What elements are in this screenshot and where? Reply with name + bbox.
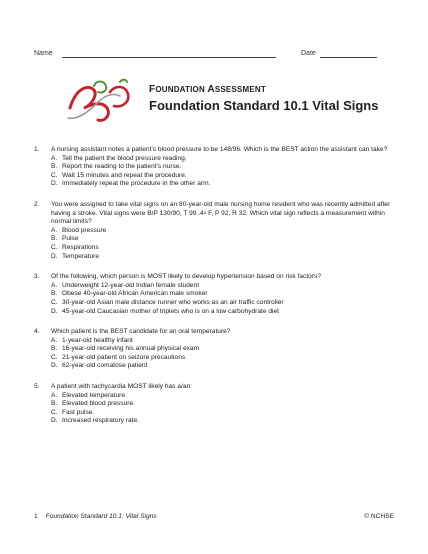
answer-option[interactable]: C. 30-year-old Asian male distance runner who works as an air traffic controller bbox=[51, 298, 284, 306]
name-label: Name bbox=[34, 50, 53, 57]
question-number: 3. bbox=[34, 273, 40, 281]
answer-option[interactable]: A. Tell the patient the blood pressure reading. bbox=[51, 154, 187, 162]
answer-option[interactable]: A. Blood pressure bbox=[51, 226, 107, 234]
question-3 bbox=[34, 273, 394, 316]
footer-title: Foundation Standard 10.1: Vital Signs bbox=[45, 513, 157, 520]
answer-option[interactable]: C. Fast pulse. bbox=[51, 408, 95, 416]
answer-option[interactable]: D. 62-year-old comatose patient bbox=[51, 362, 148, 370]
question-5 bbox=[34, 383, 394, 426]
answer-option[interactable]: D. 45-year-old Caucasian mother of triplets who is on a low carbohydrate diet bbox=[51, 307, 279, 315]
question-text: Which patient is the BEST candidate for an oral temperature? bbox=[51, 328, 231, 336]
question-number: 5. bbox=[34, 383, 40, 391]
answer-option[interactable]: B. Pulse bbox=[51, 235, 79, 243]
date-label: Date bbox=[301, 50, 316, 57]
answer-option[interactable]: D. Immediately repeat the procedure in the other arm. bbox=[51, 180, 211, 188]
copyright: © NCHSE bbox=[364, 513, 394, 520]
answer-option[interactable]: B. Elevated blood pressure. bbox=[51, 400, 135, 408]
question-2 bbox=[34, 201, 394, 261]
question-number: 4. bbox=[34, 328, 40, 336]
answer-option[interactable]: A. Elevated temperature. bbox=[51, 391, 127, 399]
nchse-figure-logo-icon bbox=[64, 78, 134, 126]
question-text: You were assigned to take vital signs on an 80-year-old male nursing home resident who was recently admitted after having a stroke. Vital signs were B/P 130/90, T 99 .4$^o$ F, P 92, R 32. Which vital sign reflects a measurement within normal limits? bbox=[51, 200, 391, 226]
title-block bbox=[149, 84, 378, 113]
answer-option[interactable]: C. 21-year-old patient on seizure precautions bbox=[51, 353, 186, 361]
answer-option[interactable]: D. Increased respiratory rate. bbox=[51, 417, 139, 425]
question-text: A patient with tachycardia MOST likely has a/an: bbox=[51, 383, 192, 391]
answer-option[interactable]: B. Obese 40-year-old African American male smoker bbox=[51, 290, 208, 298]
answer-option[interactable]: A. 1-year-old healthy infant bbox=[51, 336, 133, 344]
question-number: 2. bbox=[34, 200, 40, 208]
answer-option[interactable]: C. Wait 15 minutes and repeat the procedure. bbox=[51, 171, 187, 179]
question-list bbox=[34, 146, 394, 438]
answer-option[interactable]: A. Underweight 12-year-old Indian female student bbox=[51, 281, 200, 289]
page-number: 1 bbox=[34, 513, 38, 520]
answer-option[interactable]: B. 16-year-old receiving his annual physical exam bbox=[51, 345, 200, 353]
answer-option[interactable]: B. Report the reading to the patient’s nurse. bbox=[51, 163, 182, 171]
question-number: 1. bbox=[34, 146, 40, 153]
page-title: Foundation Standard 10.1 Vital Signs bbox=[149, 98, 379, 113]
question-text: A nursing assistant notes a patient’s blood pressure to be 148/96. Which is the BEST action the assistant can take? bbox=[51, 146, 388, 153]
question-4 bbox=[34, 328, 394, 371]
name-field-line[interactable] bbox=[62, 57, 276, 58]
assessment-label: FOUNDATION ASSESSMENT bbox=[149, 84, 266, 95]
question-1 bbox=[34, 146, 394, 189]
date-field-line[interactable] bbox=[320, 57, 377, 58]
answer-option[interactable]: C. Respirations bbox=[51, 243, 99, 251]
answer-option[interactable]: D. Temperature bbox=[51, 252, 100, 260]
question-text: Of the following, which person is MOST likely to develop hypertension based on risk factors? bbox=[51, 273, 321, 281]
